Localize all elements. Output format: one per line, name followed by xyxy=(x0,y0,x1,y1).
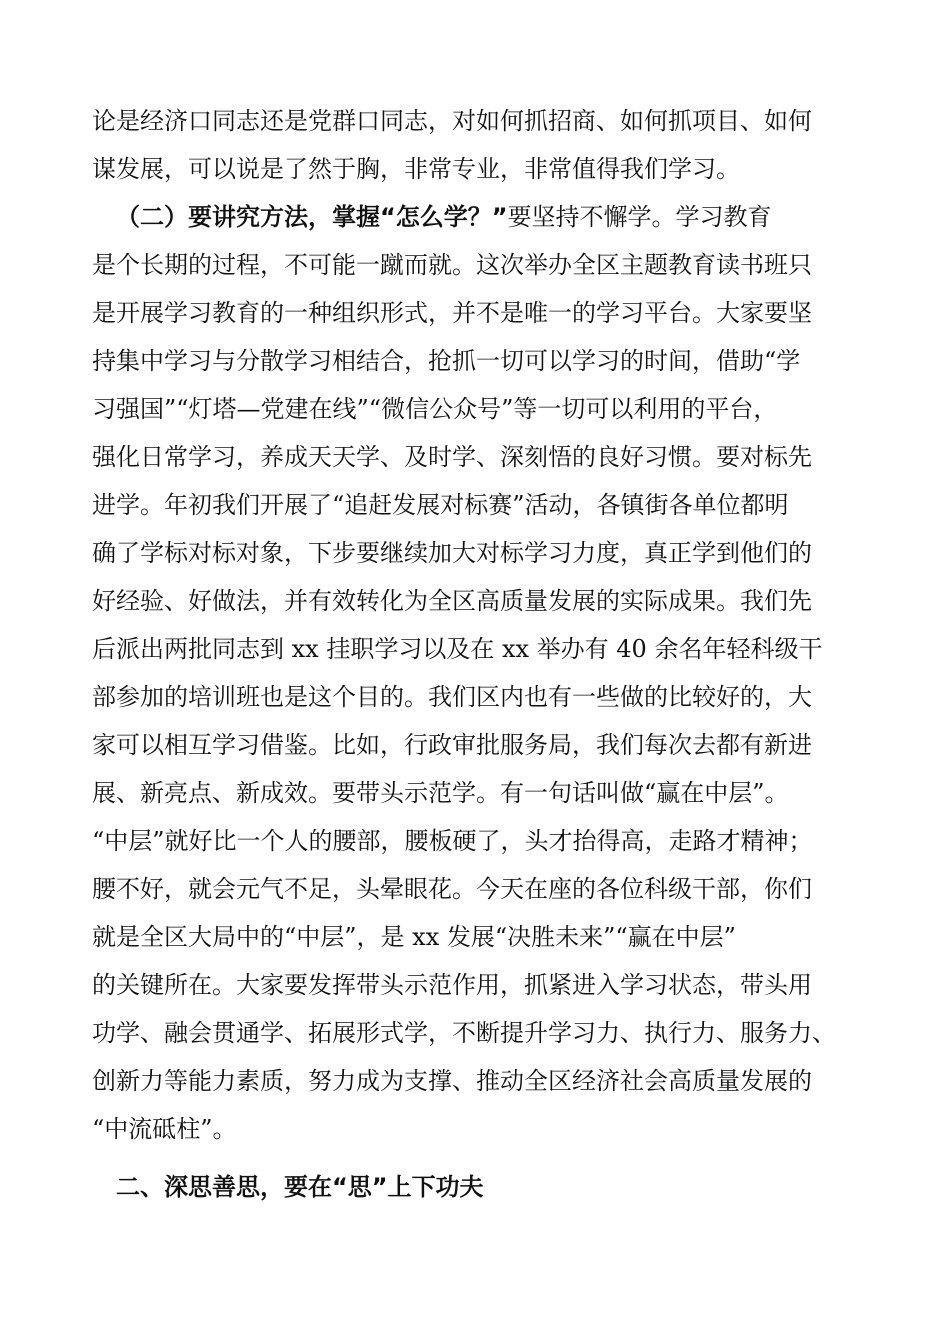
text-line: 创新力等能力素质，努力成为支撑、推动全区经济社会高质量发展的 xyxy=(92,1067,812,1095)
text-line: 谋发展，可以说是了然于胸，非常专业，非常值得我们学习。 xyxy=(92,155,740,183)
text-line: 论是经济口同志还是党群口同志，对如何抓招商、如何抓项目、如何 xyxy=(92,107,812,135)
text-line: 后派出两批同志到 xx 挂职学习以及在 xx 举办有 40 余名年轻科级干 xyxy=(92,635,823,663)
text-line: 确了学标对标对象，下步要继续加大对标学习力度，真正学到他们的 xyxy=(92,539,812,567)
text-line: 强化日常学习，养成天天学、及时学、深刻悟的良好习惯。要对标先 xyxy=(92,443,812,471)
text-run: 要坚持不懈学。学习教育 xyxy=(507,203,772,231)
text-line: “中流砥柱”。 xyxy=(92,1115,237,1143)
text-line: “中层”就好比一个人的腰部，腰板硬了，头才抬得高，走路才精神； xyxy=(92,827,813,855)
text-line: 家可以相互学习借鉴。比如，行政审批服务局，我们每次去都有新进 xyxy=(92,731,812,759)
text-line: 进学。年初我们开展了“追赶发展对标赛”活动，各镇街各单位都明 xyxy=(92,491,789,519)
text-line: 习强国”“灯塔—党建在线”“微信公众号”等一切可以利用的平台， xyxy=(92,395,778,423)
text-line: 部参加的培训班也是这个目的。我们区内也有一些做的比较好的，大 xyxy=(92,683,812,711)
section-heading: 二、深思善思，要在“思”上下功夫 xyxy=(116,1173,484,1201)
text-line: 是开展学习教育的一种组织形式，并不是唯一的学习平台。大家要坚 xyxy=(92,299,812,327)
subsection-heading: （二）要讲究方法，掌握“怎么学？” xyxy=(116,203,508,231)
text-line: 好经验、好做法，并有效转化为全区高质量发展的实际成果。我们先 xyxy=(92,587,812,615)
text-line: 就是全区大局中的“中层”，是 xx 发展“决胜未来”“赢在中层” xyxy=(92,923,736,951)
text-line xyxy=(116,202,772,232)
text-line: 持集中学习与分散学习相结合，抢抓一切可以学习的时间，借助“学 xyxy=(92,347,801,375)
text-line: 功学、融会贯通学、拓展形式学，不断提升学习力、执行力、服务力、 xyxy=(92,1019,836,1047)
text-line: 展、新亮点、新成效。要带头示范学。有一句话叫做“赢在中层”。 xyxy=(92,779,789,807)
text-line: 的关键所在。大家要发挥带头示范作用，抓紧进入学习状态，带头用 xyxy=(92,971,812,999)
text-line: 是个长期的过程，不可能一蹴而就。这次举办全区主题教育读书班只 xyxy=(92,251,812,279)
text-line: 腰不好，就会元气不足，头晕眼花。今天在座的各位科级干部，你们 xyxy=(92,875,812,903)
